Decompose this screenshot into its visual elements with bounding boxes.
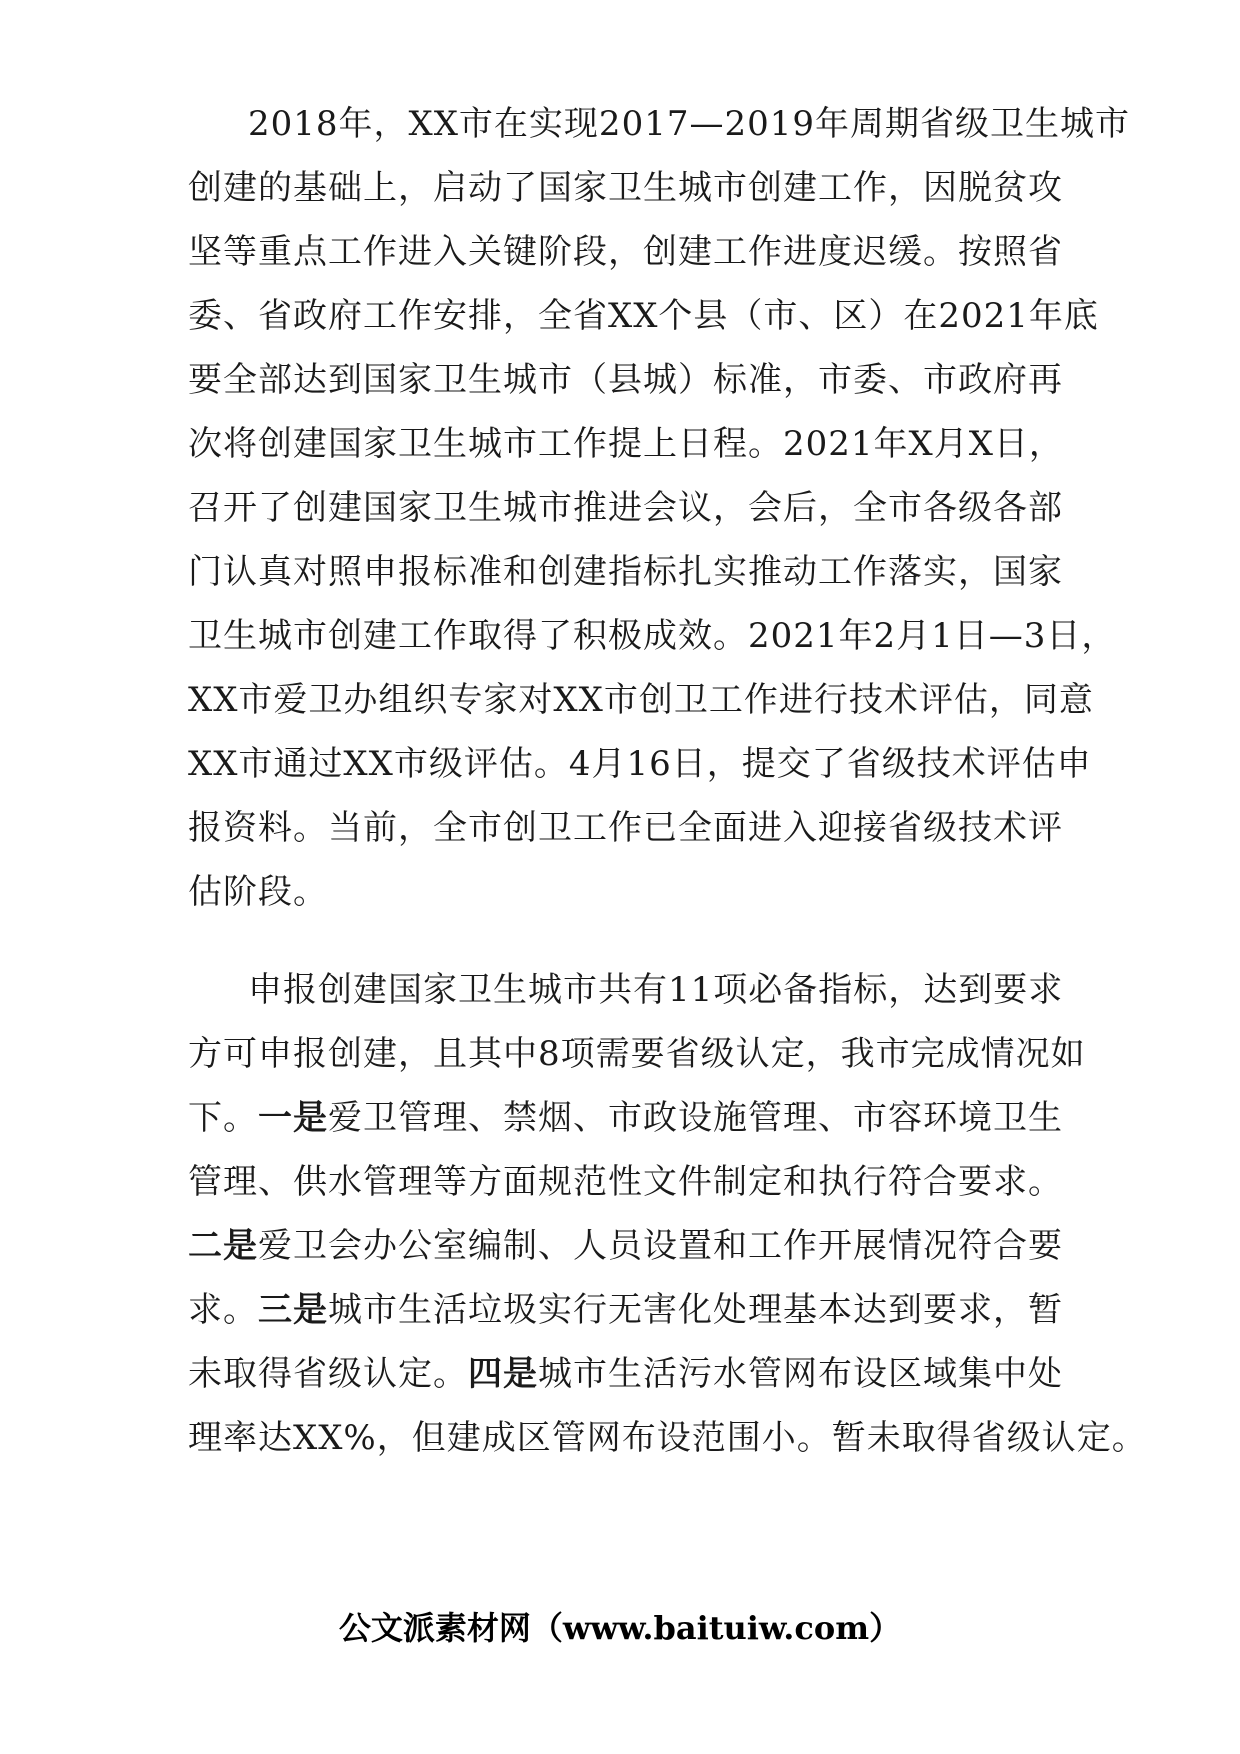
text-line: 委、省政府工作安排，全省XX个县（市、区）在2021年底 bbox=[188, 296, 1099, 336]
text-line: 门认真对照申报标准和创建指标扎实推动工作落实，国家 bbox=[188, 552, 1063, 592]
paragraph-1 bbox=[188, 92, 1130, 924]
text-line: 卫生城市创建工作取得了积极成效。2021年2月1日—3日， bbox=[188, 616, 1117, 656]
text-line bbox=[188, 1342, 1063, 1406]
text-line: 管理、供水管理等方面规范性文件制定和执行符合要求。 bbox=[188, 1162, 1063, 1202]
text-line: 报资料。当前，全市创卫工作已全面进入迎接省级技术评 bbox=[188, 808, 1063, 848]
text-line: 次将创建国家卫生城市工作提上日程。2021年X月X日， bbox=[188, 424, 1064, 464]
text-segment: 爱卫管理、禁烟、市政设施管理、市容环境卫生 bbox=[328, 1098, 1063, 1138]
text-segment: 未取得省级认定。 bbox=[188, 1354, 468, 1394]
text-line: 要全部达到国家卫生城市（县城）标准，市委、市政府再 bbox=[188, 360, 1063, 400]
text-segment: 求。 bbox=[188, 1290, 258, 1330]
paragraph-spacer bbox=[188, 924, 1058, 958]
text-segment: 城市生活垃圾实行无害化处理基本达到要求，暂 bbox=[328, 1290, 1063, 1330]
text-line: 创建的基础上，启动了国家卫生城市创建工作，因脱贫攻 bbox=[188, 168, 1063, 208]
text-segment: 下。 bbox=[188, 1098, 258, 1138]
list-marker-2: 二是 bbox=[188, 1226, 258, 1266]
text-line: 估阶段。 bbox=[188, 872, 328, 912]
list-marker-4: 四是 bbox=[468, 1354, 538, 1394]
document-body bbox=[188, 92, 1147, 1470]
text-line: 2018年，XX市在实现2017—2019年周期省级卫生城市 bbox=[248, 104, 1130, 144]
text-line: XX市爱卫办组织专家对XX市创卫工作进行技术评估，同意 bbox=[188, 680, 1094, 720]
text-line: 方可申报创建，且其中8项需要省级认定，我市完成情况如 bbox=[188, 1034, 1086, 1074]
text-line bbox=[188, 1214, 1063, 1278]
footer-watermark: 公文派素材网（www.baituiw.com） bbox=[338, 1609, 902, 1647]
list-marker-3: 三是 bbox=[258, 1290, 328, 1330]
text-line bbox=[188, 1278, 1063, 1342]
text-line: 申报创建国家卫生城市共有11项必备指标，达到要求 bbox=[248, 970, 1064, 1010]
text-line bbox=[188, 1086, 1063, 1150]
text-line: 召开了创建国家卫生城市推进会议，会后，全市各级各部 bbox=[188, 488, 1063, 528]
text-line: 理率达XX%，但建成区管网布设范围小。暂未取得省级认定。 bbox=[188, 1418, 1147, 1458]
list-marker-1: 一是 bbox=[258, 1098, 328, 1138]
text-line: XX市通过XX市级评估。4月16日，提交了省级技术评估申 bbox=[188, 744, 1092, 784]
text-line: 坚等重点工作进入关键阶段，创建工作进度迟缓。按照省 bbox=[188, 232, 1063, 272]
text-segment: 爱卫会办公室编制、人员设置和工作开展情况符合要 bbox=[258, 1226, 1063, 1266]
text-segment: 城市生活污水管网布设区域集中处 bbox=[538, 1354, 1063, 1394]
paragraph-2 bbox=[188, 958, 1147, 1470]
